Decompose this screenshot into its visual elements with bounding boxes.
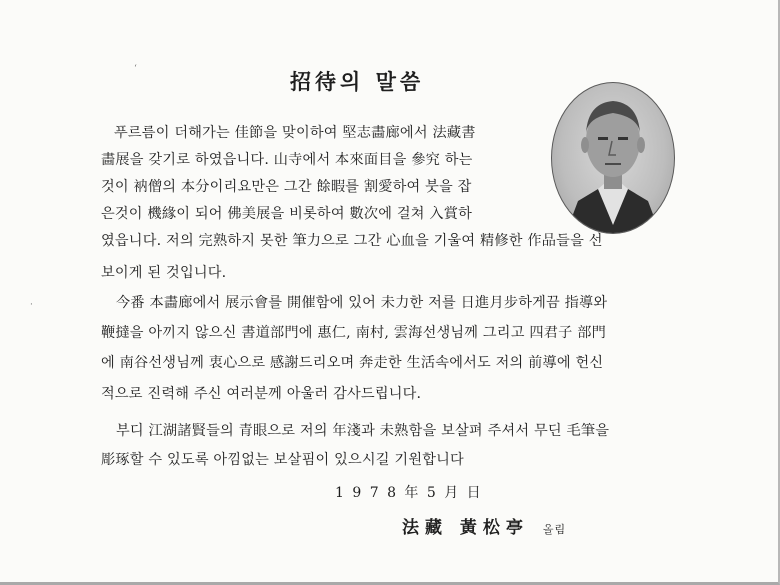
portrait-photo — [551, 82, 675, 234]
body-line: 푸르름이 더해가는 佳節을 맞이하여 堅志畵廊에서 法藏書 — [114, 125, 476, 141]
page-title: 招待의 말씀 — [290, 70, 425, 94]
body-line: 였읍니다. 저의 完熟하지 못한 筆力으로 그간 心血을 기울여 精修한 作品들을 선 — [101, 233, 603, 249]
signature-name: 法藏 黃松亭 — [402, 518, 529, 538]
body-line: 보이게 된 것입니다. — [101, 265, 227, 281]
body-line: 鞭撻을 아끼지 않으신 書道部門에 惠仁, 南村, 雲海선생님께 그리고 四君子 部門 — [101, 325, 606, 341]
signature — [402, 513, 566, 538]
body-line: 은것이 機緣이 되어 佛美展을 비롯하여 數次에 걸쳐 入賞하 — [101, 206, 473, 222]
signature-suffix: 올림 — [542, 523, 567, 536]
date-line: 1 9 7 8 年 5 月 日 — [335, 485, 483, 501]
portrait-illustration — [552, 83, 674, 233]
body-line: 적으로 진력해 주신 여러분께 아울러 감사드립니다. — [101, 386, 422, 402]
body-line: 부디 江湖諸賢들의 青眼으로 저의 年淺과 未熟함을 보살펴 주셔서 무딘 毛筆을 — [116, 423, 610, 439]
body-line: 에 南谷선생님께 衷心으로 感謝드리오며 奔走한 生活속에서도 저의 前導에 헌신 — [101, 355, 604, 371]
body-line: 今番 本畵廊에서 展示會를 開催함에 있어 未力한 저를 日進月步하게끔 指導와 — [116, 295, 608, 311]
scan-speck: ‘ — [134, 64, 137, 74]
scan-speck: · — [30, 300, 33, 310]
body-line: 것이 衲僧의 本分이리요만은 그간 餘暇를 割愛하여 붓을 잡 — [101, 179, 472, 195]
body-line: 彫琢할 수 있도록 아낌없는 보살핌이 있으시길 기원합니다 — [101, 452, 464, 468]
body-line: 畵展을 갖기로 하였읍니다. 山寺에서 本來面目을 參究 하는 — [101, 152, 473, 168]
